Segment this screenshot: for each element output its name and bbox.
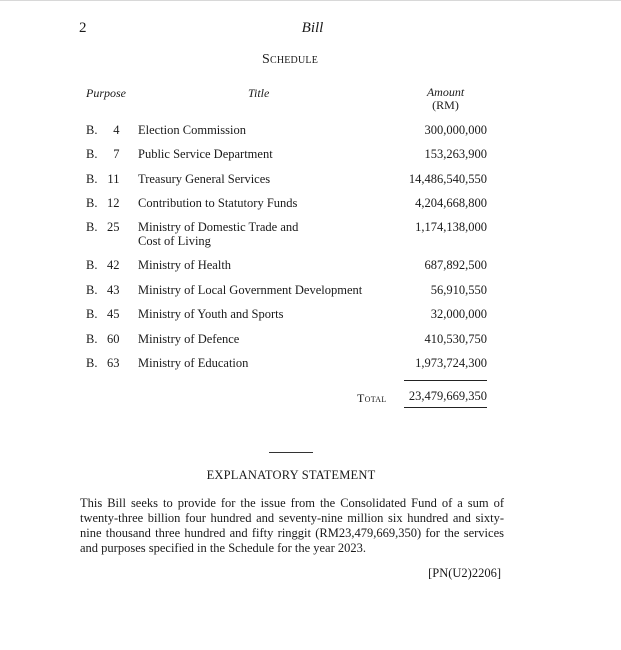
top-border [0, 0, 621, 1]
purpose-code: B. 25 [86, 220, 120, 234]
column-header-amount-unit: (RM) [432, 98, 459, 112]
explanatory-text: This Bill seeks to provide for the issue from the Consolidated Fund of a sum of twenty-three billion four hundred and seventy-nine million six hundred and sixty-nine thousand three hundred and fifty ringgit (RM23,479,669,350) for the services and purposes specified in the Schedule for the year 2023. [80, 496, 504, 555]
purpose-code: B. 11 [86, 172, 120, 186]
explanatory-heading: EXPLANATORY STATEMENT [206, 468, 376, 482]
row-amount: 32,000,000 [430, 307, 487, 321]
purpose-code: B. 12 [86, 196, 120, 210]
row-title: Ministry of Youth and Sports [138, 307, 284, 321]
row-amount: 410,530,750 [424, 332, 487, 346]
row-title: Ministry of Defence [138, 332, 240, 346]
section-divider [269, 452, 313, 453]
sum-rule-top [404, 380, 487, 381]
running-title: Bill [301, 20, 324, 36]
row-title: Public Service Department [138, 147, 273, 161]
reference-number: [PN(U2)2206] [428, 566, 501, 580]
row-title: Treasury General Services [138, 172, 271, 186]
purpose-code: B. 45 [86, 307, 120, 321]
column-header-purpose: Purpose [86, 86, 126, 100]
purpose-code: B. 7 [86, 147, 120, 161]
sum-rule-bottom [404, 407, 487, 408]
row-amount: 687,892,500 [424, 258, 487, 272]
column-header-amount [404, 86, 487, 112]
row-title: Ministry of Local Government Development [138, 283, 363, 297]
row-amount: 300,000,000 [424, 123, 487, 137]
row-title: Election Commission [138, 123, 246, 137]
row-amount: 153,263,900 [424, 147, 487, 161]
row-amount: 14,486,540,550 [408, 172, 487, 186]
purpose-code: B. 63 [86, 356, 120, 370]
purpose-code: B. 60 [86, 332, 120, 346]
purpose-code: B. 4 [86, 123, 120, 137]
column-header-title: Title [248, 86, 270, 100]
row-title: Ministry of Education [138, 356, 249, 370]
row-title: Contribution to Statutory Funds [138, 196, 298, 210]
row-title: Ministry of Domestic Trade and Cost of Living [138, 220, 299, 248]
page-number: 2 [79, 20, 87, 36]
total-value: 23,479,669,350 [408, 389, 487, 403]
purpose-code: B. 42 [86, 258, 120, 272]
schedule-heading [0, 52, 580, 68]
row-title: Ministry of Health [138, 258, 232, 272]
row-amount: 4,204,668,800 [415, 196, 487, 210]
row-amount: 1,973,724,300 [415, 356, 487, 370]
row-amount: 56,910,550 [430, 283, 487, 297]
purpose-code: B. 43 [86, 283, 120, 297]
total-label: Total [357, 391, 387, 405]
column-header-amount-label: Amount [426, 85, 465, 99]
row-amount: 1,174,138,000 [415, 220, 487, 234]
schedule-heading-text: Schedule [261, 52, 319, 67]
